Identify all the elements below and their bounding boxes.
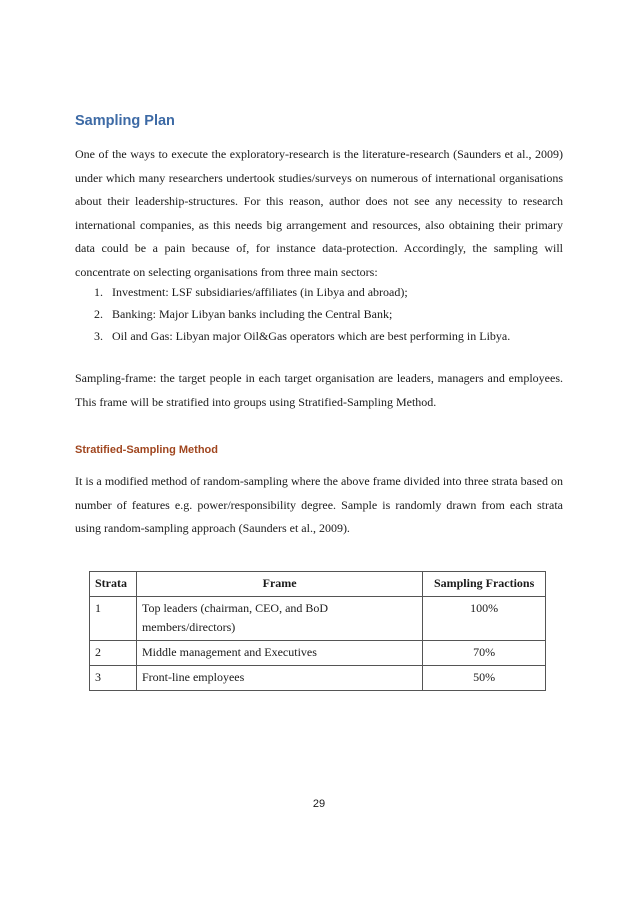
list-item-number: 1. — [94, 285, 103, 299]
table-header-row — [90, 572, 546, 597]
list-item-number: 3. — [94, 329, 103, 343]
list-item-text: Banking: Major Libyan banks including the Central Bank; — [112, 307, 393, 321]
list-item-number: 2. — [94, 307, 103, 321]
intro-paragraph: One of the ways to execute the exploratory-research is the literature-research (Saunders et al., 2009) under which many researchers undertook studies/surveys on numerous of international organisations about their leadership-structures. For this reason, author does not see any necessity to research international companies, as this needs big arrangement and resources, also obtaining their primary data could be a pain because of, for instance data-protection. Accordingly, the sampling will concentrate on selecting organisations from three main sectors: — [75, 147, 563, 279]
cell-fraction: 50% — [423, 666, 546, 691]
cell-frame: Front-line employees — [136, 666, 422, 691]
sector-list — [94, 281, 564, 347]
list-item — [94, 281, 564, 303]
list-item-text: Investment: LSF subsidiaries/affiliates (in Libya and abroad); — [112, 285, 408, 299]
sampling-frame-paragraph: Sampling-frame: the target people in each target organisation are leaders, managers and employees. This frame will be stratified into groups using Stratified-Sampling Method. — [75, 371, 563, 409]
header-sampling-fractions: Sampling Fractions — [423, 572, 546, 597]
cell-frame: Middle management and Executives — [136, 641, 422, 666]
cell-strata: 2 — [90, 641, 137, 666]
subsection-title: Stratified-Sampling Method — [75, 444, 218, 456]
stratified-method-paragraph: It is a modified method of random-sampling where the above frame divided into three strata based on number of features e.g. power/responsibility degree. Sample is randomly drawn from each strata using random-sampling approach (Saunders et al., 2009). — [75, 474, 563, 535]
cell-frame: Top leaders (chairman, CEO, and BoD members/directors) — [136, 597, 422, 641]
cell-strata: 1 — [90, 597, 137, 641]
table-row — [90, 666, 546, 691]
list-item — [94, 303, 564, 325]
list-item-text: Oil and Gas: Libyan major Oil&Gas operators which are best performing in Libya. — [112, 329, 511, 343]
cell-strata: 3 — [90, 666, 137, 691]
list-item — [94, 325, 564, 347]
cell-fraction: 100% — [423, 597, 546, 641]
header-frame: Frame — [136, 572, 422, 597]
cell-fraction: 70% — [423, 641, 546, 666]
strata-table — [89, 571, 546, 691]
section-title: Sampling Plan — [75, 113, 175, 129]
table-row — [90, 641, 546, 666]
header-strata: Strata — [90, 572, 137, 597]
page-number: 29 — [312, 798, 326, 810]
table-row — [90, 597, 546, 641]
